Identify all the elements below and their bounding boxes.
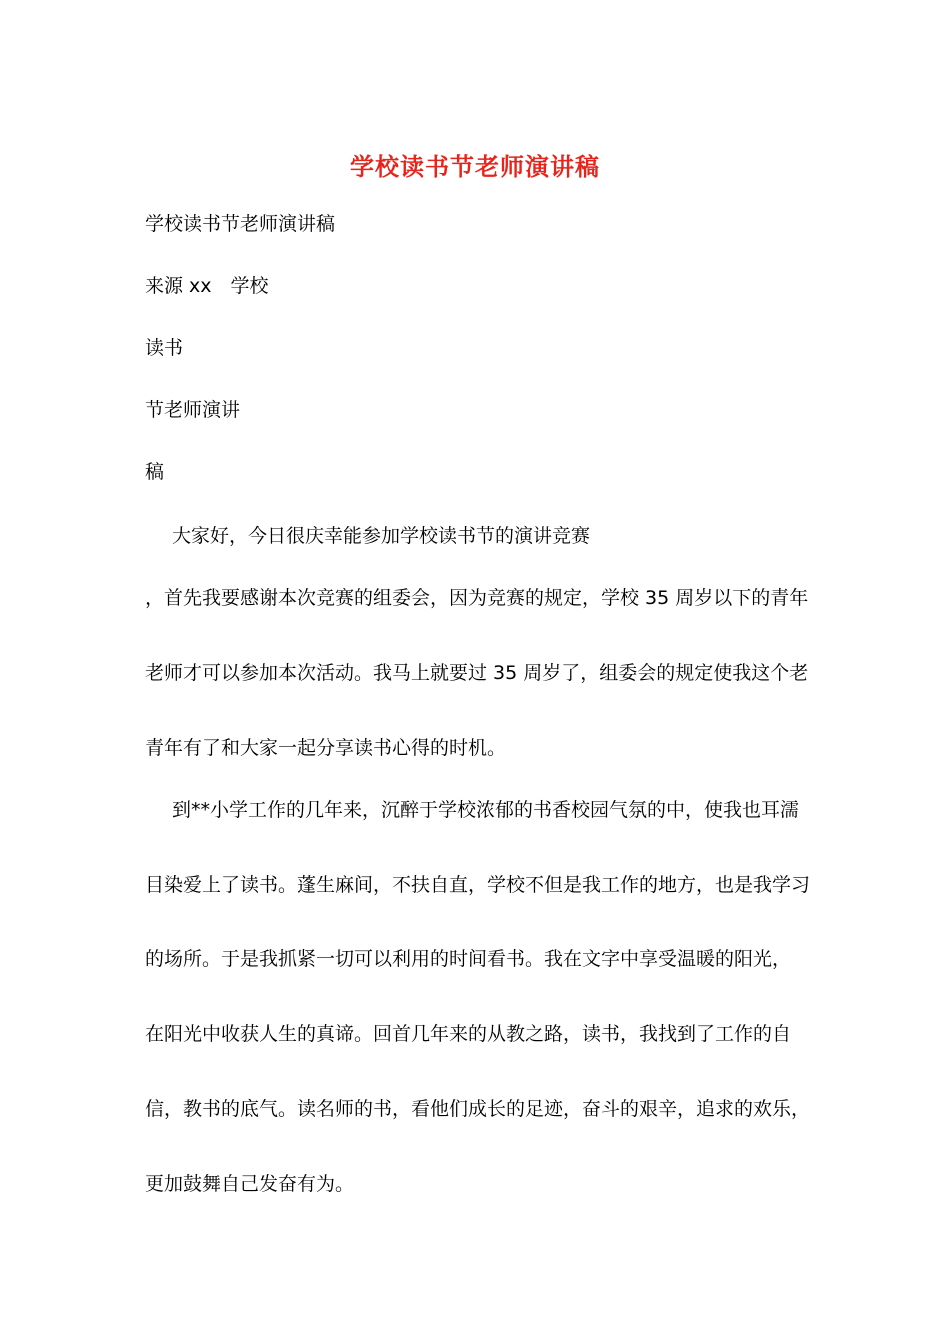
paragraph-line: 信，教书的底气。读名师的书，看他们成长的足迹，奋斗的艰辛，追求的欢乐， [145,1098,811,1120]
header-line: 来源 xx 学校 [145,275,269,297]
paragraph-line: 到**小学工作的几年来，沉醉于学校浓郁的书香校园气氛的中，使我也耳濡 [172,799,800,821]
paragraph-line: 的场所。于是我抓紧一切可以利用的时间看书。我在文字中享受温暖的阳光， [145,948,792,970]
paragraph-line: 更加鼓舞自己发奋有为。 [145,1173,355,1195]
paragraph-line: 在阳光中收获人生的真谛。回首几年来的从教之路，读书，我找到了工作的自 [145,1023,792,1045]
header-line: 稿 [145,461,165,483]
header-line: 节老师演讲 [145,399,241,421]
paragraph-line: 大家好，今日很庆幸能参加学校读书节的演讲竞赛 [172,525,591,547]
header-line: 学校读书节老师演讲稿 [145,213,336,235]
paragraph-line: ，首先我要感谢本次竞赛的组委会，因为竞赛的规定，学校 35 周岁以下的青年 [145,587,809,609]
paragraph-line: 老师才可以参加本次活动。我马上就要过 35 周岁了，组委会的规定使我这个老 [145,662,809,684]
paragraph-line: 目染爱上了读书。蓬生麻间，不扶自直，学校不但是我工作的地方，也是我学习 [145,874,811,896]
paragraph-line: 青年有了和大家一起分享读书心得的时机。 [145,737,507,759]
document-title: 学校读书节老师演讲稿 [350,152,600,181]
header-line: 读书 [145,337,184,359]
